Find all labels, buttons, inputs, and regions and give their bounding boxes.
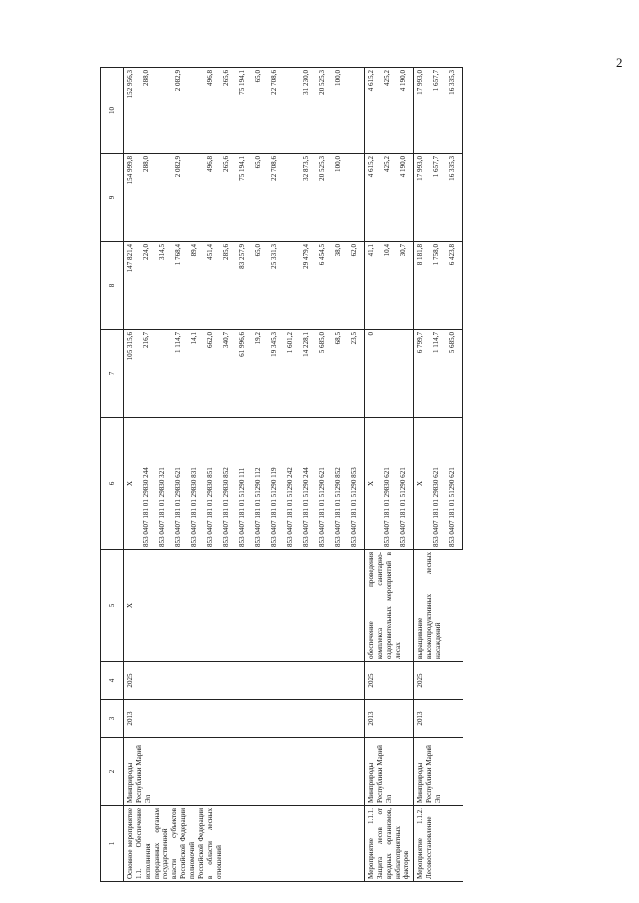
measure-name-cell: Мероприятие 1.1.2. Лесовосстановление xyxy=(414,806,463,882)
value-cell-8: 8 181,8 xyxy=(414,242,431,330)
kbk-code-cell: 853 0407 181 01 29830 321 xyxy=(156,418,172,550)
value-cell-7 xyxy=(397,330,414,418)
value-cell-10: 425,2 xyxy=(381,68,397,154)
value-cell-10 xyxy=(188,68,204,154)
value-cell-8: 38,0 xyxy=(332,242,348,330)
value-cell-10: 1 657,7 xyxy=(430,68,446,154)
value-cell-7: 1 114,7 xyxy=(172,330,188,418)
end-year-cell: 2025 xyxy=(365,662,414,700)
value-cell-8: 83 257,9 xyxy=(236,242,252,330)
value-cell-9 xyxy=(284,154,300,242)
value-cell-9: 32 873,5 xyxy=(300,154,316,242)
value-cell-9: 154 999,8 xyxy=(124,154,141,242)
value-cell-7 xyxy=(381,330,397,418)
value-cell-7: 5 685,0 xyxy=(446,330,463,418)
table-row xyxy=(124,68,141,882)
value-cell-9 xyxy=(188,154,204,242)
value-cell-8: 1 768,4 xyxy=(172,242,188,330)
value-cell-7: 19 345,3 xyxy=(268,330,284,418)
value-cell-7: 14,1 xyxy=(188,330,204,418)
value-cell-8: 41,1 xyxy=(365,242,382,330)
value-cell-7: 340,7 xyxy=(220,330,236,418)
end-year-cell: 2025 xyxy=(124,662,365,700)
header-cell: 5 xyxy=(101,550,124,662)
header-cell: 4 xyxy=(101,662,124,700)
value-cell-9: 288,0 xyxy=(140,154,156,242)
value-cell-9: 265,6 xyxy=(220,154,236,242)
table-row xyxy=(414,68,431,882)
kbk-code-cell: 853 0407 181 01 51290 119 xyxy=(268,418,284,550)
value-cell-10: 20 525,3 xyxy=(316,68,332,154)
kbk-code-cell: 853 0407 181 01 29830 621 xyxy=(430,418,446,550)
kbk-code-cell: 853 0407 181 01 51290 852 xyxy=(332,418,348,550)
kbk-code-cell: 853 0407 181 01 51290 244 xyxy=(300,418,316,550)
executor-cell: Минприроды Республики Марий Эл xyxy=(124,738,365,806)
value-cell-7 xyxy=(156,330,172,418)
value-cell-7: 105 315,6 xyxy=(124,330,141,418)
kbk-code-cell: 853 0407 181 01 51290 242 xyxy=(284,418,300,550)
description-cell: X xyxy=(124,550,365,662)
value-cell-10: 152 956,3 xyxy=(124,68,141,154)
value-cell-10: 265,6 xyxy=(220,68,236,154)
value-cell-9: 16 335,3 xyxy=(446,154,463,242)
value-cell-8 xyxy=(284,242,300,330)
value-cell-9: 425,2 xyxy=(381,154,397,242)
value-cell-8: 30,7 xyxy=(397,242,414,330)
value-cell-9: 2 082,9 xyxy=(172,154,188,242)
value-cell-10: 65,0 xyxy=(252,68,268,154)
header-row xyxy=(101,68,124,882)
table-row xyxy=(365,68,382,882)
start-year-cell: 2013 xyxy=(124,700,365,738)
value-cell-10: 4 190,0 xyxy=(397,68,414,154)
value-cell-7: 662,0 xyxy=(204,330,220,418)
value-cell-10: 75 194,1 xyxy=(236,68,252,154)
kbk-code-cell: 853 0407 181 01 51290 621 xyxy=(316,418,332,550)
value-cell-10: 22 708,6 xyxy=(268,68,284,154)
header-cell: 7 xyxy=(101,330,124,418)
budget-table xyxy=(100,67,463,882)
kbk-code-cell: 853 0407 181 01 51290 853 xyxy=(348,418,365,550)
value-cell-8: 1 758,0 xyxy=(430,242,446,330)
value-cell-8: 285,6 xyxy=(220,242,236,330)
value-cell-10: 2 082,9 xyxy=(172,68,188,154)
header-cell: 1 xyxy=(101,806,124,882)
value-cell-7: 1 601,2 xyxy=(284,330,300,418)
executor-cell: Минприроды Республики Марий Эл xyxy=(365,738,414,806)
value-cell-10 xyxy=(284,68,300,154)
kbk-code-cell: 853 0407 181 01 51290 621 xyxy=(446,418,463,550)
value-cell-7: 68,5 xyxy=(332,330,348,418)
header-cell: 9 xyxy=(101,154,124,242)
kbk-code-cell: 853 0407 181 01 51290 621 xyxy=(397,418,414,550)
value-cell-7: 216,7 xyxy=(140,330,156,418)
value-cell-7: 14 228,1 xyxy=(300,330,316,418)
kbk-code-cell: 853 0407 181 01 29830 244 xyxy=(140,418,156,550)
kbk-code-cell: 853 0407 181 01 51290 111 xyxy=(236,418,252,550)
kbk-code-cell: 853 0407 181 01 29830 852 xyxy=(220,418,236,550)
value-cell-9: 17 993,0 xyxy=(414,154,431,242)
value-cell-10: 100,0 xyxy=(332,68,348,154)
value-cell-8: 62,0 xyxy=(348,242,365,330)
kbk-code-cell: 853 0407 181 01 29830 621 xyxy=(172,418,188,550)
value-cell-7: 5 685,0 xyxy=(316,330,332,418)
value-cell-7: 19,2 xyxy=(252,330,268,418)
value-cell-10: 31 230,0 xyxy=(300,68,316,154)
kbk-code-cell: X xyxy=(124,418,141,550)
value-cell-10: 288,0 xyxy=(140,68,156,154)
value-cell-9: 100,0 xyxy=(332,154,348,242)
header-cell: 2 xyxy=(101,738,124,806)
header-cell: 8 xyxy=(101,242,124,330)
header-cell: 3 xyxy=(101,700,124,738)
kbk-code-cell: 853 0407 181 01 29830 851 xyxy=(204,418,220,550)
value-cell-9 xyxy=(348,154,365,242)
value-cell-8: 89,4 xyxy=(188,242,204,330)
kbk-code-cell: X xyxy=(365,418,382,550)
value-cell-7: 0 xyxy=(365,330,382,418)
value-cell-9: 20 525,3 xyxy=(316,154,332,242)
kbk-code-cell: 853 0407 181 01 51290 112 xyxy=(252,418,268,550)
value-cell-7: 1 114,7 xyxy=(430,330,446,418)
value-cell-9: 4 615,2 xyxy=(365,154,382,242)
value-cell-7: 61 996,6 xyxy=(236,330,252,418)
value-cell-8: 25 331,3 xyxy=(268,242,284,330)
measure-name-cell: Мероприятие 1.1.1. Защита лесов от вредных организмов, неблагоприятных факторов xyxy=(365,806,414,882)
page-number: 2 xyxy=(616,55,623,70)
value-cell-9: 1 657,7 xyxy=(430,154,446,242)
start-year-cell: 2013 xyxy=(365,700,414,738)
measure-name-cell: Основное мероприятие 1.1. Обеспечение исполнения переданных органам государственной власти субъектов Российской Федерации полномочий Российской Федерации в области лесных отношений xyxy=(124,806,365,882)
header-cell: 6 xyxy=(101,418,124,550)
header-cell: 10 xyxy=(101,68,124,154)
value-cell-8: 29 479,4 xyxy=(300,242,316,330)
value-cell-8: 6 454,5 xyxy=(316,242,332,330)
value-cell-9: 65,0 xyxy=(252,154,268,242)
value-cell-9: 4 190,0 xyxy=(397,154,414,242)
value-cell-10: 16 335,3 xyxy=(446,68,463,154)
value-cell-10: 17 993,0 xyxy=(414,68,431,154)
value-cell-8: 6 423,8 xyxy=(446,242,463,330)
value-cell-7: 6 799,7 xyxy=(414,330,431,418)
document-table xyxy=(100,68,614,882)
value-cell-10 xyxy=(156,68,172,154)
value-cell-8: 147 821,4 xyxy=(124,242,141,330)
description-cell: обеспечение проведения комплекса санитарно-оздоровительных мероприятий в лесах xyxy=(365,550,414,662)
value-cell-8: 10,4 xyxy=(381,242,397,330)
value-cell-7: 23,5 xyxy=(348,330,365,418)
value-cell-10: 4 615,2 xyxy=(365,68,382,154)
start-year-cell: 2013 xyxy=(414,700,463,738)
value-cell-9: 496,8 xyxy=(204,154,220,242)
value-cell-10 xyxy=(348,68,365,154)
value-cell-8: 224,0 xyxy=(140,242,156,330)
value-cell-8: 314,5 xyxy=(156,242,172,330)
rotated-table-wrapper xyxy=(100,68,614,882)
value-cell-10: 496,8 xyxy=(204,68,220,154)
value-cell-9 xyxy=(156,154,172,242)
kbk-code-cell: X xyxy=(414,418,431,550)
value-cell-8: 65,0 xyxy=(252,242,268,330)
kbk-code-cell: 853 0407 181 01 29830 621 xyxy=(381,418,397,550)
value-cell-9: 22 708,6 xyxy=(268,154,284,242)
executor-cell: Минприроды Республики Марий Эл xyxy=(414,738,463,806)
value-cell-9: 75 194,1 xyxy=(236,154,252,242)
value-cell-8: 451,4 xyxy=(204,242,220,330)
end-year-cell: 2025 xyxy=(414,662,463,700)
kbk-code-cell: 853 0407 181 01 29830 831 xyxy=(188,418,204,550)
description-cell: выращивание высокопродуктивных лесных насаждений xyxy=(414,550,463,662)
